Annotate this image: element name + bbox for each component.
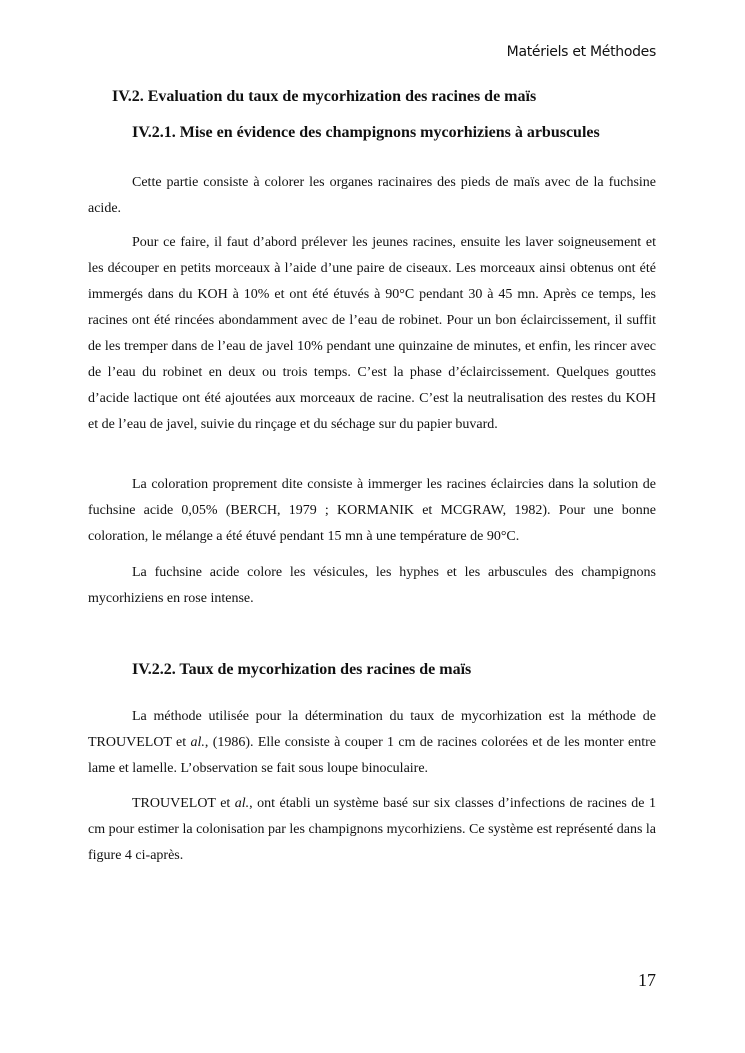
- running-header: Matériels et Méthodes: [506, 44, 656, 60]
- subsection-title-2: IV.2.2. Taux de mycorhization des racines de maïs: [132, 661, 472, 678]
- paragraph-1: Cette partie consiste à colorer les organes racinaires des pieds de maïs avec de la fuchsine acide.: [88, 175, 656, 216]
- paragraph-6-text-a: TROUVELOT et: [132, 796, 235, 811]
- paragraph-6-text-b: , ont établi un système basé sur six classes d’infections de racines de 1 cm pour estimer la colonisation par les champignons mycorhiziens. Ce système est représenté dans la figure 4 ci-après.: [88, 796, 657, 863]
- paragraph-2: Pour ce faire, il faut d’abord prélever les jeunes racines, ensuite les laver soigneusement et les découper en petits morceaux à l’aide d’une paire de ciseaux. Les morceaux ainsi obtenus ont été immergés dans du KOH à 10% et ont été étuvés à 90°C pendant 30 à 45 mn. Après ce temps, les racines ont été rincées abondamment avec de l’eau de robinet. Pour un bon éclaircissement, il suffit de les tremper dans de l’eau de javel 10% pendant une quinzaine de minutes, et enfin, les rincer avec de l’eau du robinet en deux ou trois temps. C’est la phase d’éclaircissement. Quelques gouttes d’acide lactique ont été ajoutées aux morceaux de racine. C’est la neutralisation des restes du KOH et de l’eau de javel, suivie du rinçage et du séchage sur du papier buvard.: [88, 235, 656, 432]
- paragraph-5-text-b: , (1986). Elle consiste à couper 1 cm de racines colorées et de les monter entre lame et lamelle. L’observation se fait sous loupe binoculaire.: [88, 735, 656, 776]
- paragraph-5-text-a: La méthode utilisée pour la détermination du taux de mycorhization est la méthode de TROUVELOT et: [88, 709, 656, 750]
- paragraph-5-italic: al.: [190, 735, 205, 750]
- paragraph-4: La fuchsine acide colore les vésicules, les hyphes et les arbuscules des champignons mycorhiziens en rose intense.: [88, 565, 656, 606]
- paragraph-5: [88, 704, 656, 782]
- paragraph-6-italic: al.: [234, 796, 250, 811]
- subsection-title-1: IV.2.1. Mise en évidence des champignons mycorhiziens à arbuscules: [132, 124, 600, 141]
- page-number: 17: [638, 970, 656, 990]
- paragraph-6: [88, 791, 656, 869]
- section-title: IV.2. Evaluation du taux de mycorhization des racines de maïs: [112, 88, 537, 105]
- paragraph-3: La coloration proprement dite consiste à immerger les racines éclaircies dans la solution de fuchsine acide 0,05% (BERCH, 1979 ; KORMANIK et MCGRAW, 1982). Pour une bonne coloration, le mélange a été étuvé pendant 15 mn à une température de 90°C.: [88, 477, 656, 544]
